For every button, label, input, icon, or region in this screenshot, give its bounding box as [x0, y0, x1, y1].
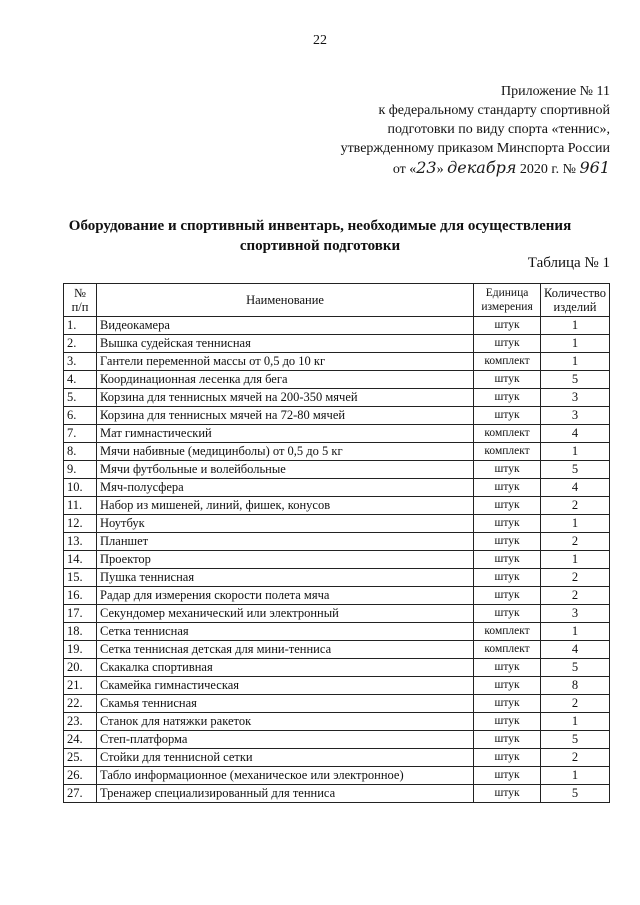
row-quantity: 2: [541, 569, 610, 587]
row-unit: штук: [474, 659, 541, 677]
row-unit: штук: [474, 551, 541, 569]
row-quantity: 4: [541, 479, 610, 497]
row-number: 23.: [64, 713, 97, 731]
row-quantity: 1: [541, 515, 610, 533]
row-unit: штук: [474, 677, 541, 695]
row-quantity: 1: [541, 713, 610, 731]
row-name: Скамья теннисная: [97, 695, 474, 713]
row-name: Ноутбук: [97, 515, 474, 533]
row-quantity: 3: [541, 407, 610, 425]
appendix-line-2: к федеральному стандарту спортивной: [378, 103, 610, 118]
row-unit: комплект: [474, 443, 541, 461]
handwritten-day: 23: [416, 158, 437, 177]
row-number: 22.: [64, 695, 97, 713]
table-row: [64, 569, 610, 587]
row-quantity: 1: [541, 551, 610, 569]
header-unit: Единица измерения: [474, 284, 541, 317]
row-quantity: 2: [541, 497, 610, 515]
row-number: 15.: [64, 569, 97, 587]
row-unit: штук: [474, 479, 541, 497]
row-number: 11.: [64, 497, 97, 515]
row-quantity: 4: [541, 641, 610, 659]
table-row: [64, 461, 610, 479]
row-name: Станок для натяжки ракеток: [97, 713, 474, 731]
row-number: 27.: [64, 785, 97, 803]
row-quantity: 2: [541, 695, 610, 713]
table-row: [64, 443, 610, 461]
row-name: Корзина для теннисных мячей на 200-350 мячей: [97, 389, 474, 407]
table-row: [64, 767, 610, 785]
table-row: [64, 713, 610, 731]
date-mid: »: [436, 162, 448, 177]
row-number: 2.: [64, 335, 97, 353]
row-name: Степ-платформа: [97, 731, 474, 749]
table-row: [64, 497, 610, 515]
row-unit: штук: [474, 713, 541, 731]
table-row: [64, 389, 610, 407]
row-quantity: 1: [541, 335, 610, 353]
table-row: [64, 335, 610, 353]
row-quantity: 1: [541, 623, 610, 641]
row-name: Мячи набивные (медицинболы) от 0,5 до 5 кг: [97, 443, 474, 461]
row-quantity: 8: [541, 677, 610, 695]
row-unit: штук: [474, 695, 541, 713]
row-number: 19.: [64, 641, 97, 659]
row-quantity: 5: [541, 371, 610, 389]
row-number: 21.: [64, 677, 97, 695]
row-number: 4.: [64, 371, 97, 389]
row-number: 10.: [64, 479, 97, 497]
date-prefix: от «: [392, 162, 417, 177]
row-quantity: 3: [541, 389, 610, 407]
row-quantity: 5: [541, 461, 610, 479]
row-quantity: 1: [541, 317, 610, 335]
row-number: 8.: [64, 443, 97, 461]
row-number: 26.: [64, 767, 97, 785]
row-unit: штук: [474, 461, 541, 479]
row-unit: комплект: [474, 623, 541, 641]
row-name: Мат гимнастический: [97, 425, 474, 443]
row-unit: штук: [474, 317, 541, 335]
row-name: Скакалка спортивная: [97, 659, 474, 677]
row-number: 5.: [64, 389, 97, 407]
table-row: [64, 425, 610, 443]
table-row: [64, 371, 610, 389]
table-row: [64, 749, 610, 767]
row-unit: штук: [474, 515, 541, 533]
table-row: [64, 407, 610, 425]
row-name: Проектор: [97, 551, 474, 569]
row-name: Тренажер специализированный для тенниса: [97, 785, 474, 803]
table-row: [64, 785, 610, 803]
row-name: Корзина для теннисных мячей на 72-80 мячей: [97, 407, 474, 425]
row-number: 9.: [64, 461, 97, 479]
handwritten-order-number: 961: [579, 158, 610, 177]
row-name: Сетка теннисная: [97, 623, 474, 641]
appendix-line-3: подготовки по виду спорта «теннис»,: [387, 122, 610, 137]
row-name: Набор из мишеней, линий, фишек, конусов: [97, 497, 474, 515]
row-unit: штук: [474, 731, 541, 749]
row-quantity: 4: [541, 425, 610, 443]
row-number: 18.: [64, 623, 97, 641]
page-number: 22: [313, 33, 327, 48]
row-quantity: 1: [541, 353, 610, 371]
row-name: Мячи футбольные и волейбольные: [97, 461, 474, 479]
row-unit: штук: [474, 533, 541, 551]
row-name: Мяч-полусфера: [97, 479, 474, 497]
row-name: Сетка теннисная детская для мини-тенниса: [97, 641, 474, 659]
table-row: [64, 731, 610, 749]
appendix-line-1: Приложение № 11: [501, 84, 610, 99]
row-number: 16.: [64, 587, 97, 605]
row-unit: штук: [474, 767, 541, 785]
row-number: 17.: [64, 605, 97, 623]
table-row: [64, 587, 610, 605]
appendix-header: [280, 82, 610, 179]
header-name: Наименование: [97, 284, 474, 317]
row-number: 24.: [64, 731, 97, 749]
document-title: Оборудование и спортивный инвентарь, необходимые для осуществления спортивной подготовки: [68, 218, 572, 254]
table-row: [64, 605, 610, 623]
row-number: 7.: [64, 425, 97, 443]
table-row: [64, 317, 610, 335]
row-unit: комплект: [474, 641, 541, 659]
row-name: Табло информационное (механическое или электронное): [97, 767, 474, 785]
table-row: [64, 551, 610, 569]
row-quantity: 5: [541, 731, 610, 749]
row-name: Вышка судейская теннисная: [97, 335, 474, 353]
row-name: Стойки для теннисной сетки: [97, 749, 474, 767]
handwritten-month: декабря: [447, 158, 517, 177]
row-unit: штук: [474, 605, 541, 623]
row-quantity: 5: [541, 659, 610, 677]
row-quantity: 2: [541, 533, 610, 551]
row-name: Скамейка гимнастическая: [97, 677, 474, 695]
table-row: [64, 677, 610, 695]
row-quantity: 2: [541, 749, 610, 767]
table-row: [64, 353, 610, 371]
row-unit: штук: [474, 569, 541, 587]
appendix-line-4: утвержденному приказом Минспорта России: [340, 141, 610, 156]
row-name: Радар для измерения скорости полета мяча: [97, 587, 474, 605]
row-name: Видеокамера: [97, 317, 474, 335]
row-number: 6.: [64, 407, 97, 425]
row-unit: штук: [474, 371, 541, 389]
row-name: Секундомер механический или электронный: [97, 605, 474, 623]
table-row: [64, 533, 610, 551]
row-quantity: 5: [541, 785, 610, 803]
row-unit: комплект: [474, 353, 541, 371]
row-number: 13.: [64, 533, 97, 551]
date-suffix: 2020 г. №: [516, 162, 580, 177]
row-number: 20.: [64, 659, 97, 677]
table-header-row: [64, 284, 610, 317]
row-unit: штук: [474, 335, 541, 353]
row-number: 3.: [64, 353, 97, 371]
row-number: 14.: [64, 551, 97, 569]
table-row: [64, 515, 610, 533]
row-quantity: 3: [541, 605, 610, 623]
row-name: Планшет: [97, 533, 474, 551]
table-row: [64, 695, 610, 713]
table-caption: Таблица № 1: [527, 255, 610, 271]
row-quantity: 1: [541, 767, 610, 785]
table-row: [64, 659, 610, 677]
row-unit: штук: [474, 749, 541, 767]
row-number: 12.: [64, 515, 97, 533]
row-unit: комплект: [474, 425, 541, 443]
row-unit: штук: [474, 497, 541, 515]
equipment-table: [63, 283, 610, 803]
row-unit: штук: [474, 389, 541, 407]
header-number: № п/п: [64, 284, 97, 317]
row-number: 25.: [64, 749, 97, 767]
table-row: [64, 479, 610, 497]
row-name: Гантели переменной массы от 0,5 до 10 кг: [97, 353, 474, 371]
row-unit: штук: [474, 587, 541, 605]
row-name: Координационная лесенка для бега: [97, 371, 474, 389]
header-quantity: Количество изделий: [541, 284, 610, 317]
row-quantity: 1: [541, 443, 610, 461]
row-quantity: 2: [541, 587, 610, 605]
table-row: [64, 641, 610, 659]
row-unit: штук: [474, 407, 541, 425]
row-number: 1.: [64, 317, 97, 335]
order-date-line: [280, 158, 610, 179]
row-unit: штук: [474, 785, 541, 803]
row-name: Пушка теннисная: [97, 569, 474, 587]
table-row: [64, 623, 610, 641]
